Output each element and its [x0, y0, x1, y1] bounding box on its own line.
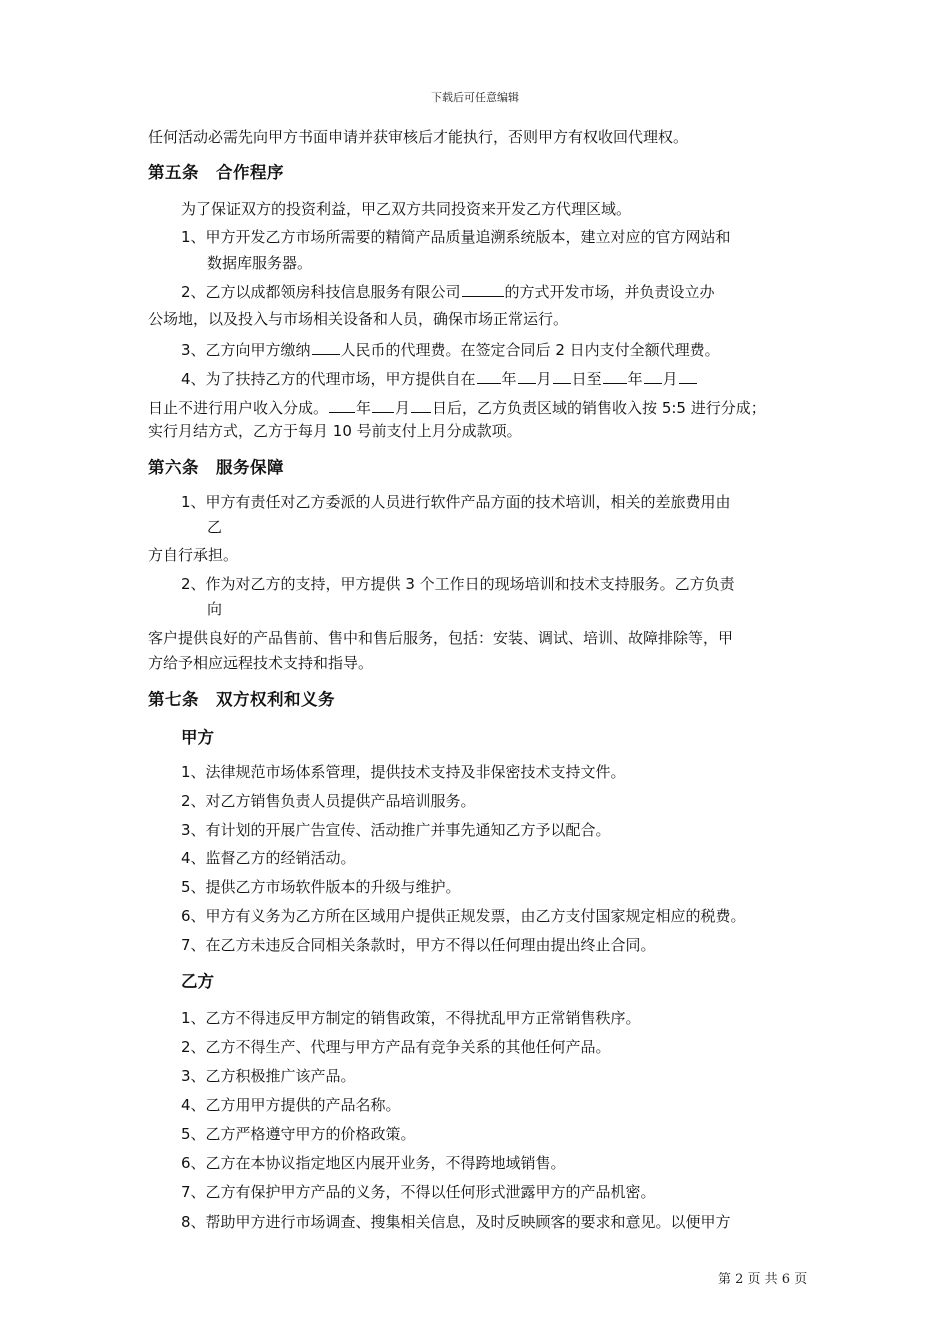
blank-underline	[553, 368, 571, 384]
list-item: 3、有计划的开展广告宣传、活动推广并事先通知乙方予以配合。	[181, 821, 611, 839]
text: 的方式开发市场，并负责设立办	[504, 283, 715, 301]
blank-underline	[411, 397, 431, 413]
section-7-title: 第七条 双方权利和义务	[148, 690, 335, 709]
list-item-continuation: 方自行承担。	[148, 546, 239, 564]
list-item-continuation	[148, 397, 766, 418]
list-item: 5、乙方严格遵守甲方的价格政策。	[181, 1125, 416, 1143]
blank-underline	[603, 368, 627, 384]
text: 日至	[571, 370, 602, 388]
paragraph-line: 为了保证双方的投资利益，甲乙双方共同投资来开发乙方代理区域。	[181, 200, 632, 218]
list-item-continuation: 乙	[207, 518, 223, 536]
text: 年	[356, 399, 372, 417]
text: 月	[662, 370, 678, 388]
list-item	[181, 339, 720, 360]
blank-underline	[312, 339, 340, 355]
text: 月	[536, 370, 552, 388]
list-item: 5、提供乙方市场软件版本的升级与维护。	[181, 878, 461, 896]
list-item: 1、甲方有责任对乙方委派的人员进行软件产品方面的技术培训，相关的差旅费用由	[181, 493, 731, 511]
list-item: 2、作为对乙方的支持，甲方提供 3 个工作日的现场培训和技术支持服务。乙方负责	[181, 575, 735, 593]
blank-underline	[329, 397, 355, 413]
list-item	[181, 281, 715, 302]
section-5-title: 第五条 合作程序	[148, 163, 284, 182]
paragraph-line: 任何活动必需先向甲方书面申请并获审核后才能执行，否则甲方有权收回代理权。	[148, 128, 689, 146]
list-item-continuation: 实行月结方式，乙方于每月 10 号前支付上月分成款项。	[148, 422, 522, 440]
blank-underline	[477, 368, 501, 384]
page-footer: 第 2 页 共 6 页	[718, 1272, 808, 1287]
list-item: 7、在乙方未违反合同相关条款时，甲方不得以任何理由提出终止合同。	[181, 936, 656, 954]
list-item-continuation: 公场地，以及投入与市场相关设备和人员，确保市场正常运行。	[148, 310, 569, 328]
page-header: 下载后可任意编辑	[431, 91, 519, 104]
list-item: 4、乙方用甲方提供的产品名称。	[181, 1096, 401, 1114]
list-item: 7、乙方有保护甲方产品的义务，不得以任何形式泄露甲方的产品机密。	[181, 1183, 656, 1201]
blank-underline	[679, 368, 697, 384]
blank-underline	[372, 397, 394, 413]
list-item: 6、乙方在本协议指定地区内展开业务，不得跨地域销售。	[181, 1154, 566, 1172]
party-b-heading: 乙方	[181, 972, 214, 991]
blank-underline	[644, 368, 662, 384]
list-item: 4、监督乙方的经销活动。	[181, 849, 356, 867]
list-item: 1、甲方开发乙方市场所需要的精简产品质量追溯系统版本，建立对应的官方网站和	[181, 228, 731, 246]
list-item: 1、乙方不得违反甲方制定的销售政策，不得扰乱甲方正常销售秩序。	[181, 1009, 641, 1027]
list-item-continuation: 数据库服务器。	[207, 254, 313, 272]
section-6-title: 第六条 服务保障	[148, 458, 284, 477]
list-item: 2、对乙方销售负责人员提供产品培训服务。	[181, 792, 476, 810]
list-item: 6、甲方有义务为乙方所在区域用户提供正规发票，由乙方支付国家规定相应的税费。	[181, 907, 746, 925]
party-a-heading: 甲方	[181, 728, 214, 747]
blank-underline	[518, 368, 536, 384]
blank-underline	[462, 281, 504, 297]
text: 4、为了扶持乙方的代理市场，甲方提供自在	[181, 370, 476, 388]
text: 人民币的代理费。在签定合同后 2 日内支付全额代理费。	[340, 341, 720, 359]
list-item-continuation: 方给予相应远程技术支持和指导。	[148, 654, 374, 672]
list-item: 1、法律规范市场体系管理，提供技术支持及非保密技术支持文件。	[181, 763, 626, 781]
text: 月	[395, 399, 411, 417]
list-item-continuation: 向	[207, 600, 223, 618]
list-item	[181, 368, 698, 389]
list-item-continuation: 客户提供良好的产品售前、售中和售后服务，包括：安装、调试、培训、故障排除等，甲	[148, 629, 734, 647]
text: 日止不进行用户收入分成。	[148, 399, 329, 417]
text: 3、乙方向甲方缴纳	[181, 341, 311, 359]
list-item: 3、乙方积极推广该产品。	[181, 1067, 356, 1085]
list-item: 2、乙方不得生产、代理与甲方产品有竞争关系的其他任何产品。	[181, 1038, 611, 1056]
list-item: 8、帮助甲方进行市场调查、搜集相关信息，及时反映顾客的要求和意见。以便甲方	[181, 1213, 731, 1231]
text: 2、乙方以成都领房科技信息服务有限公司	[181, 283, 461, 301]
text: 日后，乙方负责区域的销售收入按 5:5 进行分成；	[432, 399, 766, 417]
text: 年	[627, 370, 643, 388]
text: 年	[501, 370, 517, 388]
